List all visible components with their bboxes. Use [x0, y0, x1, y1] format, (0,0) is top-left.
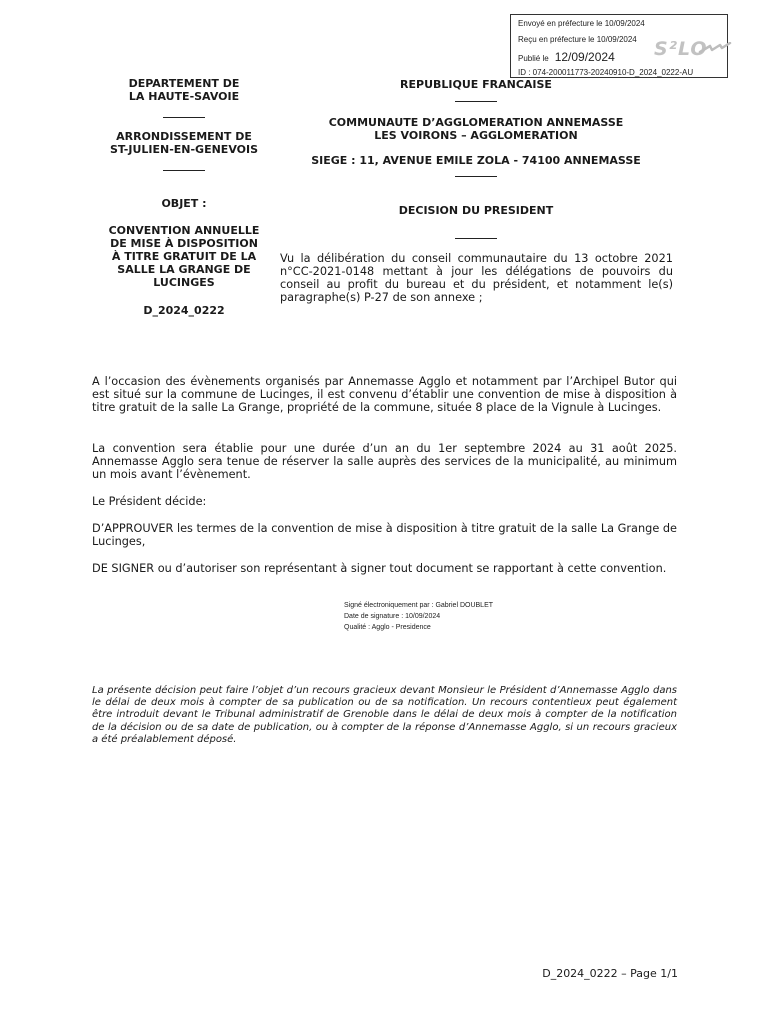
- swoosh-icon: [698, 42, 732, 56]
- divider: [163, 117, 205, 118]
- divider: [163, 170, 205, 171]
- communaute-line: LES VOIRONS – AGGLOMERATION: [374, 129, 578, 142]
- article-signer: DE SIGNER ou d’autoriser son représentant à signer tout document se rapportant à cette convention.: [92, 562, 667, 575]
- stamp-publie-label: Publié le: [518, 54, 549, 63]
- president-decide: Le Président décide:: [92, 495, 207, 508]
- objet-line: À TITRE GRATUIT DE LA: [111, 250, 257, 263]
- divider: [455, 101, 497, 102]
- recours-notice: La présente décision peut faire l’objet d’un recours gracieux devant Monsieur le Président d’Annemasse Agglo dans le délai de deux mois à compter de sa publication ou de sa notification. Un recours contentieux peut également être introduit devant le Tribunal administratif de Grenoble dans le délai de deux mois à compter de la notification de la décision ou de sa date de publication, ou à compter de la réponse d’Annemasse Agglo, si un recours gracieux a été préalablement déposé.: [92, 685, 677, 745]
- department-name: LA HAUTE-SAVOIE: [128, 90, 240, 103]
- objet-label: OBJET :: [161, 197, 207, 210]
- arrondissement-name: ST-JULIEN-EN-GENEVOIS: [109, 143, 259, 156]
- article-approuver: D’APPROUVER les termes de la convention de mise à disposition à titre gratuit de la salle La Grange de Lucinges,: [92, 522, 677, 548]
- stamp-envoye: Envoyé en préfecture le 10/09/2024: [518, 19, 645, 28]
- signature-quality: Qualité : Agglo - Presidence: [344, 624, 431, 631]
- stamp-publie-date: 12/09/2024: [554, 50, 615, 64]
- paragraph-duree: La convention sera établie pour une durée d’un an du 1er septembre 2024 au 31 août 2025. Annemasse Agglo sera tenue de réserver la salle auprès des services de la municipalité, au minimum un mois avant l’évènement.: [92, 442, 677, 481]
- republique-heading: REPUBLIQUE FRANCAISE: [400, 78, 552, 91]
- department-block: [95, 77, 273, 118]
- objet-line: CONVENTION ANNUELLE: [108, 224, 260, 237]
- arrondissement-block: [95, 130, 273, 171]
- siege-address: SIEGE : 11, AVENUE EMILE ZOLA - 74100 ANNEMASSE: [311, 154, 641, 167]
- siege-block: [278, 154, 674, 177]
- communaute-line: COMMUNAUTE D’AGGLOMERATION ANNEMASSE: [328, 116, 624, 129]
- signature-date: Date de signature : 10/09/2024: [344, 613, 441, 620]
- divider: [455, 176, 497, 177]
- electronic-signature: [344, 600, 493, 633]
- slo-logo-text: S²LO: [654, 38, 708, 60]
- objet-line: LUCINGES: [153, 276, 215, 289]
- republique-block: [278, 78, 674, 102]
- decision-title: DECISION DU PRESIDENT: [398, 204, 554, 217]
- department-label: DEPARTEMENT DE: [128, 77, 240, 90]
- page-footer: D_2024_0222 – Page 1/1: [542, 967, 678, 980]
- divider: [455, 238, 497, 239]
- slo-logo: [654, 38, 729, 60]
- decision-block: [278, 204, 674, 239]
- communaute-block: [278, 116, 674, 142]
- arrondissement-label: ARRONDISSEMENT DE: [116, 130, 252, 143]
- objet-line: DE MISE À DISPOSITION: [110, 237, 258, 250]
- prefecture-stamp: [510, 14, 728, 78]
- stamp-id: ID : 074-200011773-20240910-D_2024_0222-AU: [518, 68, 694, 77]
- paragraph-occasion: A l’occasion des évènements organisés par Annemasse Agglo et notamment par l’Archipel Butor qui est situé sur la commune de Lucinges, il est convenu d’établir une convention de mise à disposition à titre gratuit de la salle La Grange, propriété de la commune, située 8 place de la Vignule à Lucinges.: [92, 375, 677, 414]
- stamp-publie: [518, 50, 615, 64]
- reference-number: D_2024_0222: [143, 304, 225, 317]
- objet-text: [95, 224, 273, 289]
- objet-line: SALLE LA GRANGE DE: [117, 263, 251, 276]
- stamp-recu: Reçu en préfecture le 10/09/2024: [518, 35, 637, 44]
- signature-signer: Signé électroniquement par : Gabriel DOUBLET: [344, 602, 494, 609]
- vu-paragraph: Vu la délibération du conseil communautaire du 13 octobre 2021 n°CC-2021-0148 mettant à jour les délégations de pouvoirs du conseil au profit du bureau et du président, et notamment le(s) paragraphe(s) P-27 de son annexe ;: [280, 252, 673, 304]
